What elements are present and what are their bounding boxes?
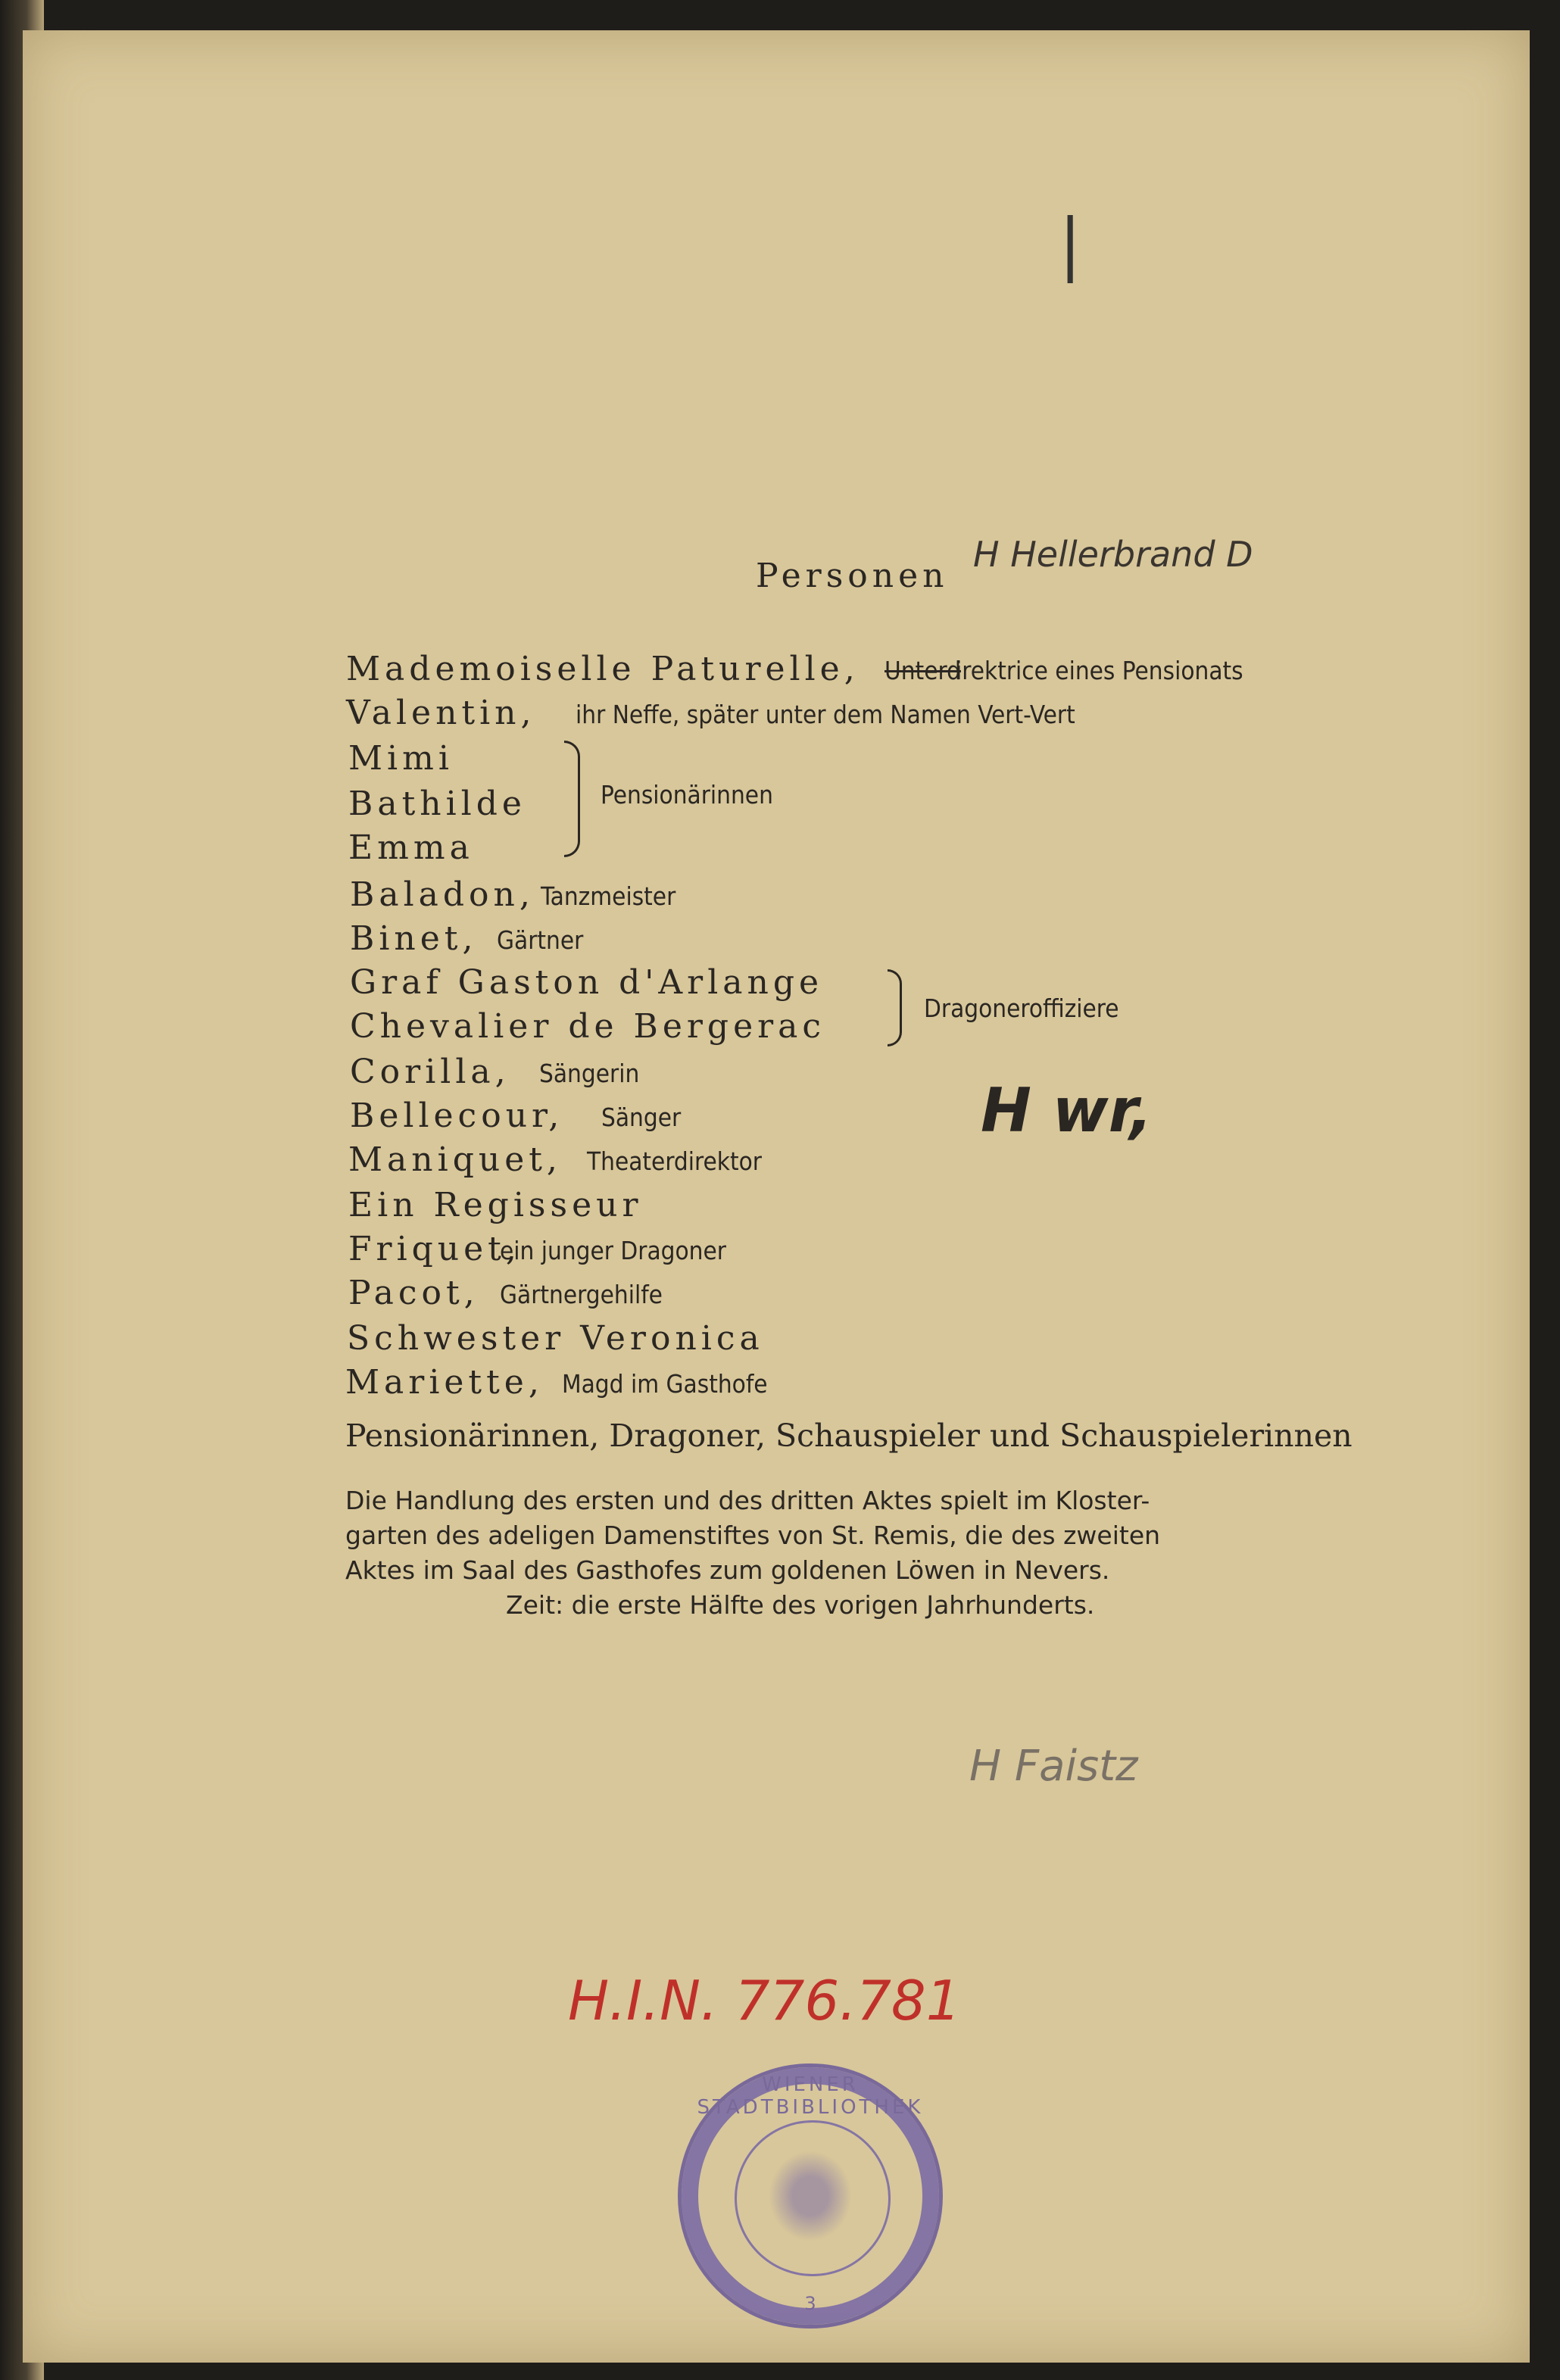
- ensemble-line: Pensionärinnen, Dragoner, Schauspieler und Schauspielerinnen: [345, 1418, 1353, 1454]
- setting-line: garten des adeligen Damenstiftes von St. Remis, die des zweiten: [345, 1521, 1161, 1550]
- cast-name: Baladon,: [350, 875, 535, 914]
- cast-name: Mariette,: [345, 1363, 544, 1402]
- cast-name: Mimi: [348, 739, 454, 778]
- cast-name: Schwester Veronica: [347, 1319, 764, 1358]
- page-heading: Personen: [756, 557, 949, 595]
- stamp-text: WIENER STADTBIBLIOTHEK: [697, 2073, 924, 2119]
- cast-name: Binet,: [350, 919, 478, 958]
- cast-role-struck: Unterd: [885, 656, 961, 685]
- shelfmark-red: H.I.N. 776.781: [568, 1969, 961, 2032]
- cast-name: Friquet,: [348, 1230, 521, 1268]
- brace-pension: [564, 741, 580, 857]
- cast-name: Graf Gaston d'Arlange: [350, 963, 824, 1002]
- cast-name: Ein Regisseur: [348, 1186, 643, 1224]
- cast-name: Valentin,: [346, 694, 536, 732]
- eagle-emblem-icon: [769, 2151, 852, 2241]
- cast-role: Gärtner: [497, 925, 584, 955]
- group-label-dragoner: Dragoneroffiziere: [924, 993, 1119, 1023]
- cast-role: Sängerin: [539, 1059, 640, 1088]
- cast-role: Tanzmeister: [541, 881, 676, 911]
- cast-name: Bathilde: [348, 784, 526, 823]
- cast-role: Gärtnergehilfe: [500, 1280, 663, 1309]
- cast-name: Bellecour,: [350, 1096, 564, 1135]
- stamp-number: 3: [804, 2293, 816, 2314]
- cast-name: Mademoiselle Paturelle,: [346, 650, 860, 688]
- setting-line: Die Handlung des ersten und des dritten Aktes spielt im Kloster-: [345, 1486, 1150, 1515]
- cast-role: Theaterdirektor: [587, 1146, 762, 1176]
- cast-name: Emma: [348, 828, 474, 867]
- cast-name: Pacot,: [348, 1274, 479, 1312]
- handwritten-lower-note: H Faistz: [969, 1742, 1138, 1791]
- handwritten-mid-note: H wr,: [981, 1075, 1153, 1146]
- cast-role: irektrice eines Pensionats: [956, 656, 1243, 685]
- cast-role: Sänger: [601, 1103, 682, 1132]
- handwritten-heading-note: H Hellerbrand D: [973, 534, 1253, 575]
- brace-dragoner: [888, 969, 902, 1047]
- cast-name: Corilla,: [350, 1053, 510, 1091]
- library-stamp: [678, 2063, 943, 2329]
- top-pencil-mark: |: [1059, 204, 1082, 284]
- cast-role: ein junger Dragoner: [500, 1236, 726, 1265]
- setting-line: Aktes im Saal des Gasthofes zum goldenen Löwen in Nevers.: [345, 1555, 1110, 1585]
- cast-role: ihr Neffe, später unter dem Namen Vert-Vert: [576, 700, 1075, 729]
- cast-name: Maniquet,: [348, 1140, 562, 1179]
- cast-role: Magd im Gasthofe: [562, 1369, 768, 1399]
- group-label-pension: Pensionärinnen: [601, 780, 773, 809]
- cast-name: Chevalier de Bergerac: [350, 1007, 826, 1046]
- setting-line: Zeit: die erste Hälfte des vorigen Jahrhunderts.: [506, 1590, 1095, 1620]
